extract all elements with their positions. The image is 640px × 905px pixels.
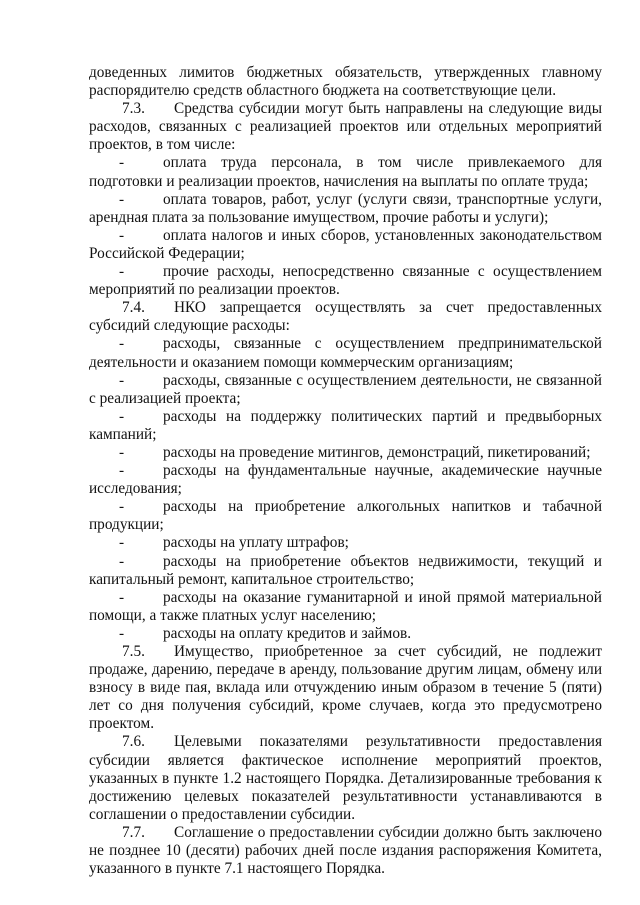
paragraph (89, 64, 602, 100)
list-item-text: оплата товаров, работ, услуг (услуги связи, транспортные услуги, арендная плата за пользование имуществом, прочие работы и услуги); (89, 190, 602, 226)
list-item-text: расходы, связанные с осуществлением деятельности, не связанной с реализацией проекта; (89, 371, 602, 407)
clause-number: 7.5. (122, 643, 145, 660)
list-item-text: расходы на проведение митингов, демонстраций, пикетирований; (163, 443, 591, 461)
list-item-text: расходы на оказание гуманитарной и иной прямой материальной помощи, а также платных услуг населению; (89, 588, 602, 624)
list-item (89, 462, 602, 498)
list-item (89, 444, 602, 462)
numbered-paragraph (89, 643, 602, 733)
list-dash: - (119, 371, 125, 389)
clause-number: 7.4. (122, 299, 145, 317)
clause-number: 7.6. (122, 733, 145, 751)
list-dash: - (119, 335, 125, 353)
list-item (89, 589, 602, 625)
list-item-text: оплата труда персонала, в том числе привлекаемого для подготовки и реализации проектов, начисления на выплаты по оплате труда; (89, 154, 602, 190)
list-item-text: расходы на поддержку политических партий и предвыборных кампаний; (89, 407, 602, 443)
list-dash: - (119, 443, 125, 461)
list-item-text: расходы на оплату кредитов и займов. (163, 624, 412, 642)
list-dash: - (119, 498, 125, 516)
list-item (89, 372, 602, 408)
clause-number: 7.3. (122, 100, 145, 118)
list-dash: - (119, 534, 125, 552)
paragraph-text: Имущество, приобретенное за счет субсидий, не подлежит продаже, дарению, передаче в аренду, пользование другим лицам, обмену или взносу в виде пая, вклада или отчуждению иным образом в течение 5 (пяти) лет со дня получения субсидий, кроме случаев, когда это предусмотрено проектом. (89, 643, 602, 733)
list-item (89, 498, 602, 534)
list-item-text: расходы, связанные с осуществлением предпринимательской деятельности и оказанием помощи коммерческим организациям; (89, 335, 602, 371)
list-dash: - (119, 407, 125, 425)
list-dash: - (119, 226, 125, 244)
clause-number: 7.7. (122, 823, 145, 841)
list-dash: - (119, 462, 125, 480)
list-dash: - (119, 624, 125, 642)
list-item-text: прочие расходы, непосредственно связанные с осуществлением мероприятий по реализации проектов. (89, 263, 602, 299)
list-dash: - (119, 190, 125, 208)
list-item (89, 263, 602, 299)
list-item-text: расходы на приобретение объектов недвижимости, текущий и капитальный ремонт, капитальное строительство; (89, 552, 602, 588)
numbered-paragraph (89, 299, 602, 335)
list-item-text: расходы на фундаментальные научные, академические научные исследования; (89, 462, 602, 498)
list-item-text: расходы на уплату штрафов; (163, 534, 349, 552)
paragraph-text: НКО запрещается осуществлять за счет предоставленных субсидий следующие расходы: (89, 299, 602, 335)
list-item-text: оплата налогов и иных сборов, установленных законодательством Российской Федерации; (89, 226, 602, 262)
list-item (89, 625, 602, 643)
list-item (89, 335, 602, 371)
list-item (89, 553, 602, 589)
list-item-text: расходы на приобретение алкогольных напитков и табачной продукции; (89, 498, 602, 534)
numbered-paragraph (89, 100, 602, 154)
numbered-paragraph (89, 733, 602, 823)
list-item (89, 154, 602, 190)
list-item (89, 534, 602, 552)
list-dash: - (119, 154, 125, 172)
list-item (89, 191, 602, 227)
list-dash: - (119, 552, 125, 570)
list-item (89, 227, 602, 263)
list-item (89, 408, 602, 444)
paragraph-text: Соглашение о предоставлении субсидии должно быть заключено не позднее 10 (десяти) рабочих дней после издания распоряжения Комитета, указанного в пункте 7.1 настоящего Порядка. (89, 823, 602, 878)
list-dash: - (119, 588, 125, 606)
list-dash: - (119, 263, 125, 281)
paragraph-text: Целевыми показателями результативности предоставления субсидии является фактическое исполнение мероприятий проектов, указанных в пункте 1.2 настоящего Порядка. Детализированные требования к достижению целевых показателей результативности устанавливаются в соглашении о предоставлении субсидии. (89, 733, 602, 823)
paragraph-text: доведенных лимитов бюджетных обязательств, утвержденных главному распорядителю средств областного бюджета на соответствующие цели. (89, 64, 602, 100)
paragraph-text: Средства субсидии могут быть направлены на следующие виды расходов, связанных с реализацией проектов или отдельных мероприятий проектов, в том числе: (89, 100, 602, 154)
numbered-paragraph (89, 824, 602, 878)
